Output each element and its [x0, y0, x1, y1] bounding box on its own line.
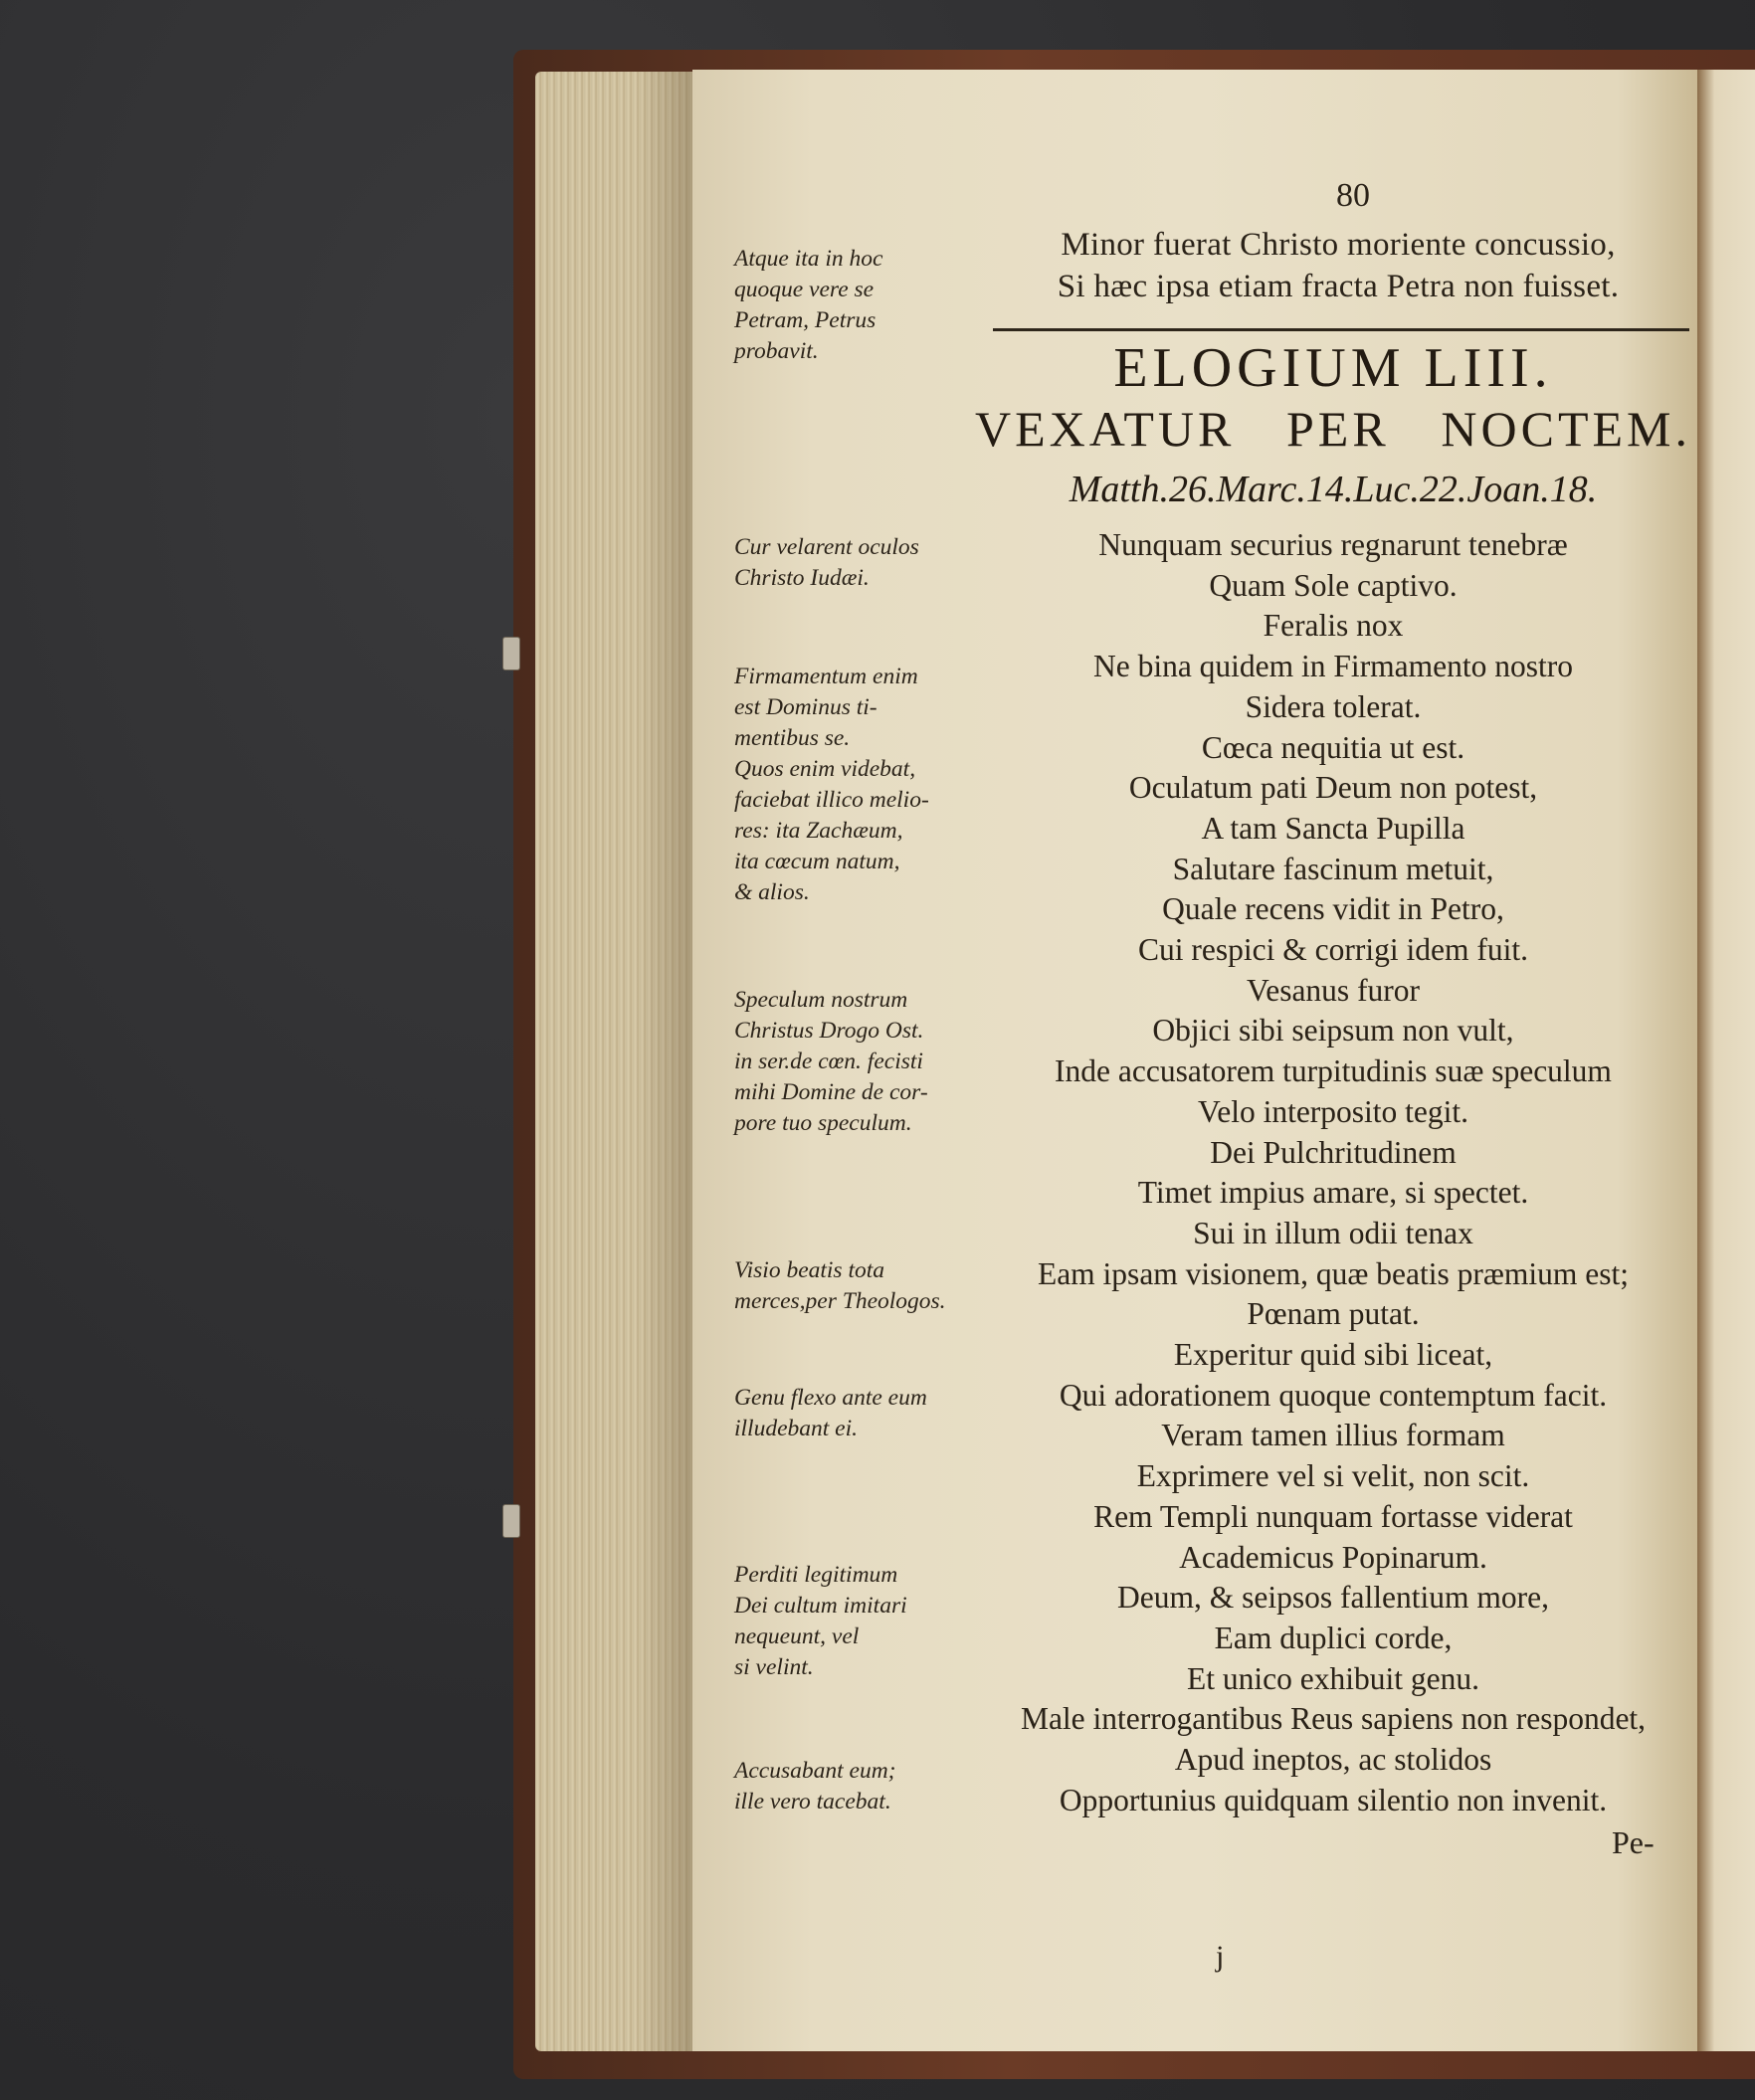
poem-line: Male interrogantibus Reus sapiens non respondet,	[1020, 1701, 1647, 1737]
page-number: 80	[1336, 177, 1370, 214]
poem-line: Velo interposito tegit.	[1197, 1093, 1469, 1129]
poem-line: Inde accusatorem turpitudinis suæ speculum	[1055, 1053, 1612, 1089]
binding-clasp-bottom	[502, 1504, 520, 1538]
margin-note-line: Quos enim videbat,	[734, 756, 916, 782]
poem-line: Objici sibi seipsum non vult,	[1152, 1013, 1514, 1049]
poem-line: Sidera tolerat.	[1245, 688, 1422, 724]
margin-note-line: est Dominus ti-	[734, 694, 878, 720]
margin-note-line: si velint.	[734, 1654, 814, 1680]
subtitle-word-3: NOCTEM.	[1441, 401, 1691, 457]
poem-line: Sui in illum odii tenax	[1193, 1215, 1473, 1250]
poem-line: Exprimere vel si velit, non scit.	[1136, 1458, 1530, 1494]
margin-note-line: faciebat illico melio-	[734, 787, 929, 813]
margin-note-line: ita cœcum natum,	[734, 849, 900, 874]
poem-line: Eam ipsam visionem, quæ beatis præmium est;	[1037, 1255, 1630, 1291]
margin-note	[734, 244, 993, 367]
heading-rule	[993, 328, 1689, 331]
catchword: Pe-	[1612, 1824, 1655, 1860]
margin-note-line: nequeunt, vel	[734, 1623, 860, 1649]
poem-line: Deum, & seipsos fallentium more,	[1117, 1580, 1549, 1616]
subtitle-word-2: PER	[1286, 401, 1390, 457]
poem-line: Quam Sole captivo.	[1209, 567, 1458, 603]
elogium-subtitle	[975, 400, 1691, 458]
margin-note	[734, 532, 993, 594]
subtitle-word-1: VEXATUR	[975, 401, 1236, 457]
margin-note	[734, 1383, 993, 1444]
margin-note-line: Visio beatis tota	[734, 1257, 885, 1283]
margin-note-line: res: ita Zachæum,	[734, 818, 903, 844]
margin-note-line: Christus Drogo Ost.	[734, 1018, 924, 1044]
poem-line: Cui respici & corrigi idem fuit.	[1138, 932, 1528, 967]
margin-note-line: Firmamentum enim	[734, 664, 918, 689]
poem-line: Et unico exhibuit genu.	[1187, 1660, 1479, 1696]
margin-note-line: in ser.de cœn. fecisti	[734, 1049, 923, 1074]
poem-line: Veram tamen illius formam	[1161, 1418, 1505, 1453]
poem-line: Rem Templi nunquam fortasse viderat	[1093, 1498, 1573, 1534]
poem-line: Cœca nequitia ut est.	[1201, 729, 1465, 765]
margin-note-line: illudebant ei.	[734, 1416, 859, 1441]
elogium-title: ELOGIUM LIII.	[1113, 337, 1553, 399]
poem-line: Quale recens vidit in Petro,	[1162, 891, 1504, 927]
poem-line: Timet impius amare, si spectet.	[1137, 1175, 1529, 1211]
margin-note-line: Accusabant eum;	[734, 1758, 896, 1784]
scripture-reference: Matth.26.Marc.14.Luc.22.Joan.18.	[1069, 469, 1598, 510]
poem-line: Eam duplici corde,	[1214, 1620, 1453, 1655]
margin-note-line: probavit.	[734, 338, 819, 364]
poem-line: Vesanus furor	[1246, 972, 1421, 1008]
binding-clasp-top	[502, 637, 520, 670]
margin-note-line: Genu flexo ante eum	[734, 1385, 927, 1411]
margin-note-line: Petram, Petrus	[734, 307, 877, 333]
margin-note	[734, 985, 993, 1139]
poem-line: Ne bina quidem in Firmamento nostro	[1092, 649, 1574, 684]
margin-note-line: Perditi legitimum	[734, 1562, 898, 1588]
margin-note-line: Cur velarent oculos	[734, 534, 919, 560]
poem-line: Apud ineptos, ac stolidos	[1174, 1742, 1492, 1777]
poem-line: Qui adorationem quoque contemptum facit.	[1059, 1377, 1608, 1413]
margin-note-line: ille vero tacebat.	[734, 1789, 891, 1814]
margin-note-line: mihi Domine de cor-	[734, 1079, 928, 1105]
margin-note	[734, 662, 993, 908]
margin-note-line: mentibus se.	[734, 725, 851, 751]
signature-mark: j	[1216, 1940, 1225, 1973]
gutter-shadow	[637, 72, 696, 2051]
margin-note-line: Dei cultum imitari	[734, 1593, 907, 1619]
margin-note-line: quoque vere se	[734, 277, 875, 302]
top-verse-line-2: Si hæc ipsa etiam fracta Petra non fuisset.	[1057, 269, 1620, 304]
poem-line: Pœnam putat.	[1247, 1296, 1420, 1332]
top-verse-line-1: Minor fuerat Christo moriente concussio,	[1061, 227, 1616, 263]
margin-note	[734, 1560, 993, 1683]
margin-note	[734, 1255, 993, 1317]
poem-line: Feralis nox	[1263, 608, 1404, 644]
poem-line: Nunquam securius regnarunt tenebræ	[1098, 527, 1568, 562]
poem-line: Academicus Popinarum.	[1179, 1539, 1487, 1575]
margin-note-line: merces,per Theologos.	[734, 1288, 946, 1314]
poem-line: Opportunius quidquam silentio non invenit.	[1059, 1782, 1608, 1817]
poem-line: Oculatum pati Deum non potest,	[1128, 770, 1538, 806]
poem-line: Experitur quid sibi liceat,	[1173, 1337, 1493, 1372]
margin-note-line: & alios.	[734, 879, 810, 905]
margin-note	[734, 1756, 993, 1817]
margin-note-line: Atque ita in hoc	[734, 246, 883, 272]
margin-note-line: Christo Iudæi.	[734, 565, 870, 591]
poem-line: Salutare fascinum metuit,	[1172, 851, 1494, 886]
margin-note-line: pore tuo speculum.	[734, 1110, 912, 1136]
poem-line: A tam Sancta Pupilla	[1201, 810, 1465, 846]
poem-line: Dei Pulchritudinem	[1210, 1134, 1457, 1170]
margin-note-line: Speculum nostrum	[734, 987, 908, 1013]
